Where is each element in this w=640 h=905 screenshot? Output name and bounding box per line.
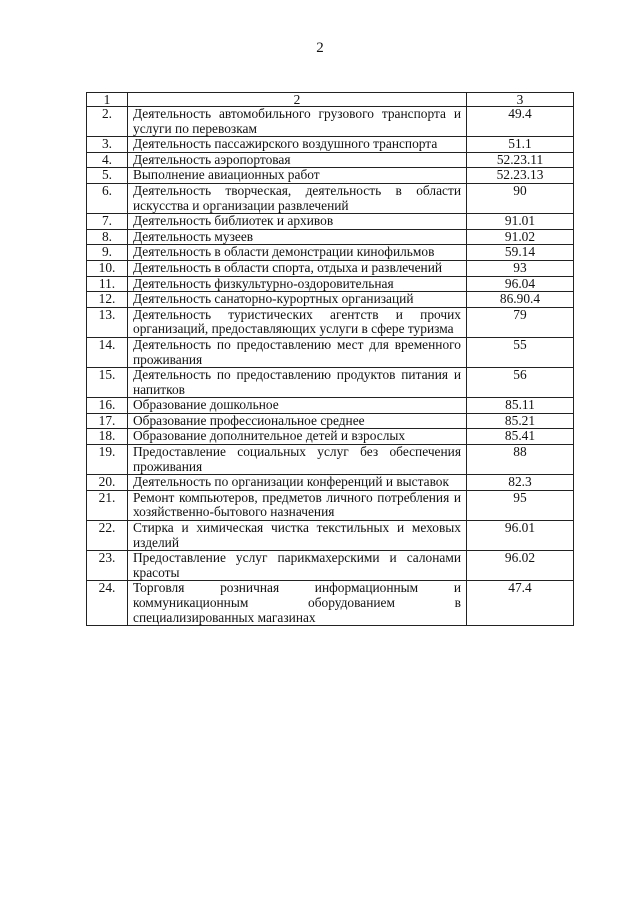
- table-row: [87, 581, 574, 626]
- okved-code-cell: 96.02: [467, 551, 574, 581]
- table-row: [87, 276, 574, 292]
- activity-name-cell: Выполнение авиационных работ: [128, 168, 467, 184]
- table-row: [87, 413, 574, 429]
- okved-code-cell: 90: [467, 183, 574, 213]
- activity-name-cell: Деятельность библиотек и архивов: [128, 214, 467, 230]
- table-row: [87, 168, 574, 184]
- table-row: [87, 152, 574, 168]
- table-row: [87, 337, 574, 367]
- header-cell-name: 2: [128, 93, 467, 107]
- okved-code-cell: 79: [467, 307, 574, 337]
- okved-code-cell: 51.1: [467, 137, 574, 153]
- header-cell-code: 3: [467, 93, 574, 107]
- activity-name-cell: Предоставление социальных услуг без обеспечения проживания: [128, 445, 467, 475]
- row-number-cell: 2.: [87, 107, 128, 137]
- activity-name-cell: Деятельность в области демонстрации кинофильмов: [128, 245, 467, 261]
- row-number-cell: 5.: [87, 168, 128, 184]
- table-row: [87, 107, 574, 137]
- activity-name-cell: Деятельность творческая, деятельность в области искусства и организации развлечений: [128, 183, 467, 213]
- activity-name-cell: Деятельность аэропортовая: [128, 152, 467, 168]
- table-row: [87, 398, 574, 414]
- header-cell-number: 1: [87, 93, 128, 107]
- activity-name-cell: Деятельность по предоставлению продуктов питания и напитков: [128, 368, 467, 398]
- activities-table: [86, 92, 574, 626]
- page-number: 2: [316, 40, 324, 56]
- table-row: [87, 521, 574, 551]
- okved-code-cell: 86.90.4: [467, 292, 574, 308]
- activity-name-cell: Деятельность физкультурно-оздоровительная: [128, 276, 467, 292]
- okved-code-cell: 93: [467, 260, 574, 276]
- okved-code-cell: 82.3: [467, 475, 574, 491]
- table-row: [87, 475, 574, 491]
- okved-code-cell: 85.21: [467, 413, 574, 429]
- row-number-cell: 12.: [87, 292, 128, 308]
- table-row: [87, 229, 574, 245]
- row-number-cell: 24.: [87, 581, 128, 626]
- activity-name-cell: Образование профессиональное среднее: [128, 413, 467, 429]
- table-row: [87, 137, 574, 153]
- table-row: [87, 429, 574, 445]
- okved-code-cell: 88: [467, 445, 574, 475]
- table-row: [87, 490, 574, 520]
- row-number-cell: 19.: [87, 445, 128, 475]
- row-number-cell: 4.: [87, 152, 128, 168]
- okved-code-cell: 47.4: [467, 581, 574, 626]
- okved-code-cell: 49.4: [467, 107, 574, 137]
- table-row: [87, 245, 574, 261]
- table-row: [87, 368, 574, 398]
- row-number-cell: 16.: [87, 398, 128, 414]
- row-number-cell: 15.: [87, 368, 128, 398]
- okved-code-cell: 91.02: [467, 229, 574, 245]
- okved-code-cell: 91.01: [467, 214, 574, 230]
- table-row: [87, 292, 574, 308]
- table-row: [87, 307, 574, 337]
- table-row: [87, 551, 574, 581]
- row-number-cell: 8.: [87, 229, 128, 245]
- okved-code-cell: 96.01: [467, 521, 574, 551]
- activity-name-cell: Деятельность в области спорта, отдыха и развлечений: [128, 260, 467, 276]
- activity-name-cell: Образование дополнительное детей и взрослых: [128, 429, 467, 445]
- row-number-cell: 22.: [87, 521, 128, 551]
- okved-code-cell: 52.23.11: [467, 152, 574, 168]
- table-header-row: [87, 93, 574, 107]
- okved-code-cell: 95: [467, 490, 574, 520]
- row-number-cell: 20.: [87, 475, 128, 491]
- row-number-cell: 9.: [87, 245, 128, 261]
- activity-name-cell: Ремонт компьютеров, предметов личного потребления и хозяйственно-бытового назначения: [128, 490, 467, 520]
- row-number-cell: 7.: [87, 214, 128, 230]
- okved-code-cell: 96.04: [467, 276, 574, 292]
- okved-code-cell: 55: [467, 337, 574, 367]
- row-number-cell: 11.: [87, 276, 128, 292]
- activity-name-cell: Торговля розничная информационным и коммуникационным оборудованием в специализированных магазинах: [128, 581, 467, 626]
- activity-name-cell: Деятельность туристических агентств и прочих организаций, предоставляющих услуги в сфере туризма: [128, 307, 467, 337]
- table-row: [87, 260, 574, 276]
- activity-name-cell: Деятельность санаторно-курортных организаций: [128, 292, 467, 308]
- activity-name-cell: Деятельность музеев: [128, 229, 467, 245]
- row-number-cell: 3.: [87, 137, 128, 153]
- row-number-cell: 14.: [87, 337, 128, 367]
- table-row: [87, 183, 574, 213]
- row-number-cell: 6.: [87, 183, 128, 213]
- activity-name-cell: Деятельность по предоставлению мест для временного проживания: [128, 337, 467, 367]
- okved-code-cell: 85.11: [467, 398, 574, 414]
- activity-name-cell: Предоставление услуг парикмахерскими и салонами красоты: [128, 551, 467, 581]
- activity-name-cell: Деятельность автомобильного грузового транспорта и услуги по перевозкам: [128, 107, 467, 137]
- row-number-cell: 17.: [87, 413, 128, 429]
- table-row: [87, 214, 574, 230]
- activity-name-cell: Деятельность по организации конференций и выставок: [128, 475, 467, 491]
- activity-name-cell: Образование дошкольное: [128, 398, 467, 414]
- okved-code-cell: 56: [467, 368, 574, 398]
- activity-name-cell: Стирка и химическая чистка текстильных и меховых изделий: [128, 521, 467, 551]
- row-number-cell: 13.: [87, 307, 128, 337]
- row-number-cell: 10.: [87, 260, 128, 276]
- activity-name-cell: Деятельность пассажирского воздушного транспорта: [128, 137, 467, 153]
- okved-code-cell: 52.23.13: [467, 168, 574, 184]
- table-row: [87, 445, 574, 475]
- row-number-cell: 18.: [87, 429, 128, 445]
- okved-code-cell: 85.41: [467, 429, 574, 445]
- row-number-cell: 23.: [87, 551, 128, 581]
- row-number-cell: 21.: [87, 490, 128, 520]
- okved-code-cell: 59.14: [467, 245, 574, 261]
